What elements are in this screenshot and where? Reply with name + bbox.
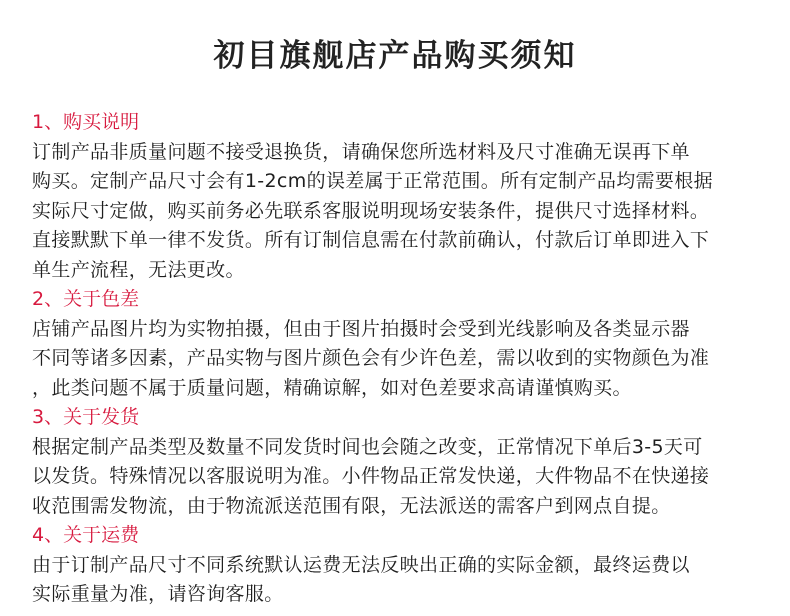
section-text-line: 不同等诸多因素，产品实物与图片颜色会有少许色差，需以收到的实物颜色为准 xyxy=(32,347,710,369)
section-shipping xyxy=(32,403,772,521)
section-text-line: 直接默默下单一律不发货。所有订制信息需在付款前确认，付款后订单即进入下 xyxy=(32,229,710,251)
section-heading: 3、关于发货 xyxy=(32,406,140,428)
section-text-line: 店铺产品图片均为实物拍摄，但由于图片拍摄时会受到光线影响及各类显示器 xyxy=(32,317,690,340)
section-text-line: 收范围需发物流，由于物流派送范围有限，无法派送的需客户到网点自提。 xyxy=(32,494,671,517)
section-text-line: 购买。定制产品尺寸会有1-2cm的误差属于正常范围。所有定制产品均需要根据 xyxy=(32,170,713,192)
section-text-line: 以发货。特殊情况以客服说明为准。小件物品正常发快递，大件物品不在快递接 xyxy=(32,465,710,487)
section-text-line: 单生产流程，无法更改。 xyxy=(32,258,245,281)
notice-content xyxy=(32,108,772,610)
section-text-line: 实际重量为准，请咨询客服。 xyxy=(32,583,284,605)
section-text-line: 根据定制产品类型及数量不同发货时间也会随之改变，正常情况下单后3-5天可 xyxy=(32,435,703,458)
section-shipping-fee xyxy=(32,521,772,610)
section-text-line: 订制产品非质量问题不接受退换货，请确保您所选材料及尺寸准确无误再下单 xyxy=(32,140,690,163)
section-heading: 2、关于色差 xyxy=(32,288,140,310)
section-heading: 4、关于运费 xyxy=(32,524,140,546)
section-text-line: 实际尺寸定做，购买前务必先联系客服说明现场安装条件，提供尺寸选择材料。 xyxy=(32,199,710,222)
section-heading: 1、购买说明 xyxy=(32,111,140,133)
section-text-line: 由于订制产品尺寸不同系统默认运费无法反映出正确的实际金额，最终运费以 xyxy=(32,553,690,576)
section-text-line: ，此类问题不属于质量问题，精确谅解，如对色差要求高请谨慎购买。 xyxy=(32,376,632,399)
section-purchase-instructions xyxy=(32,108,772,285)
section-color-difference xyxy=(32,285,772,403)
page-title: 初目旗舰店产品购买须知 xyxy=(213,38,577,74)
